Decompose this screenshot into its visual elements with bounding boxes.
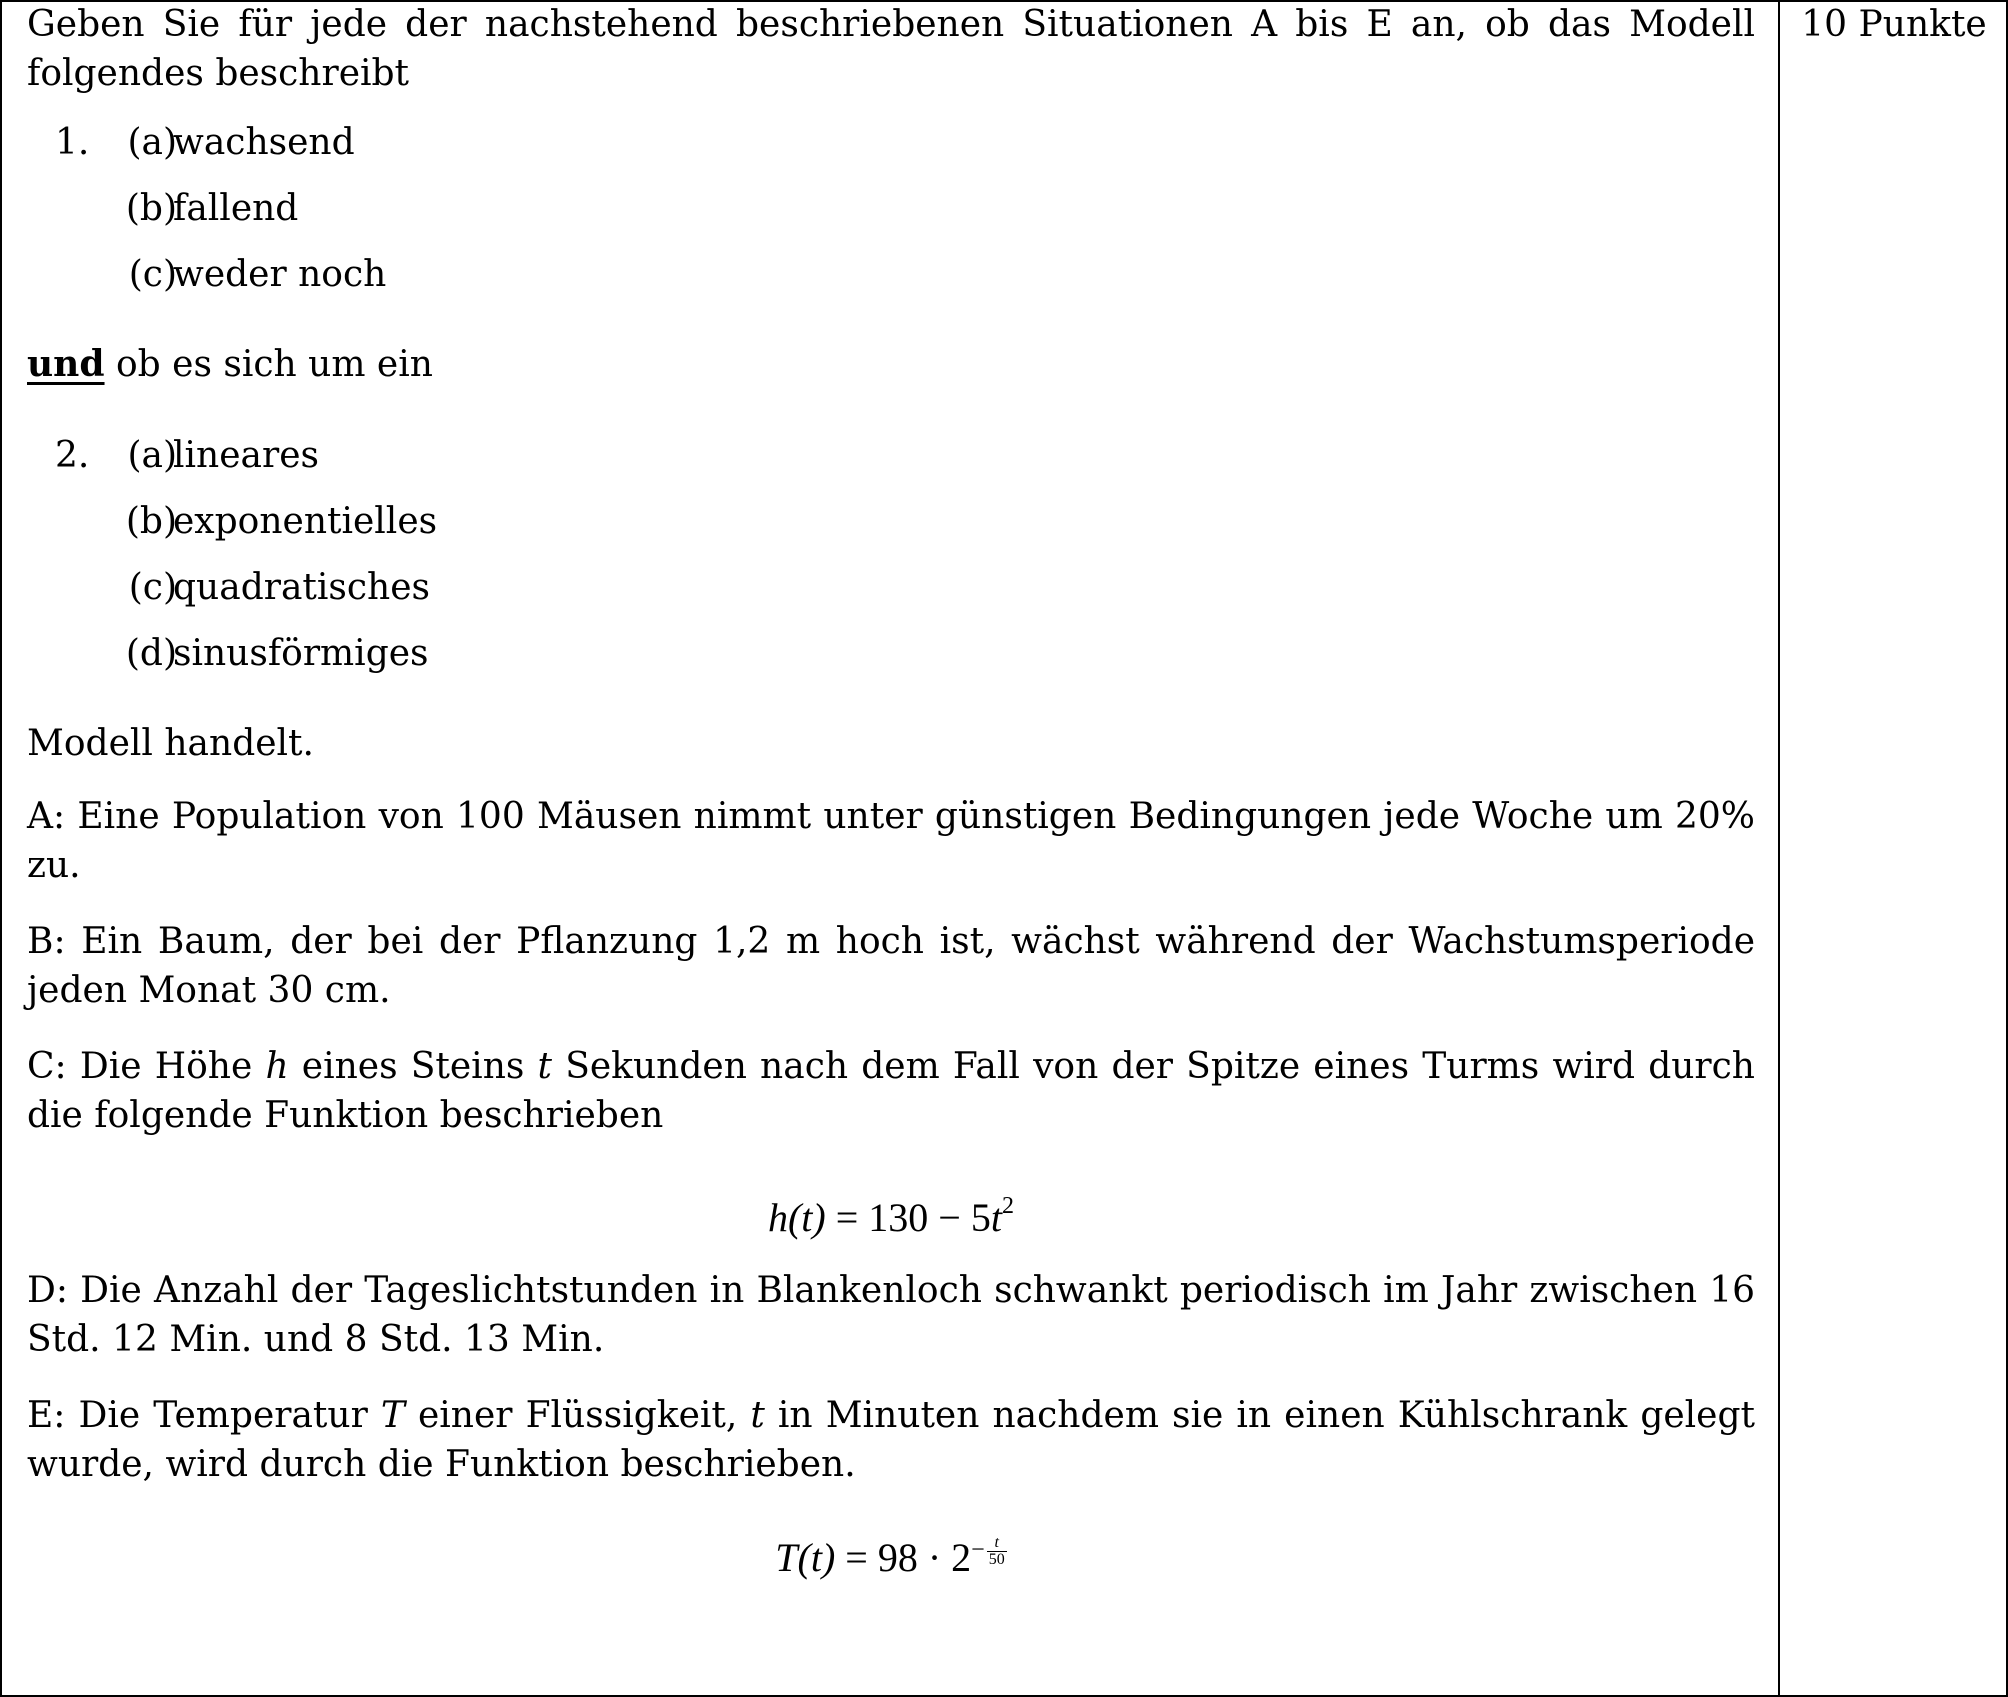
item-text: wachsend [173, 122, 355, 163]
list-item [27, 629, 1755, 695]
item-text: fallend [173, 188, 299, 229]
item-label: (b) [125, 188, 177, 229]
list-1 [27, 118, 1755, 316]
formula-c: $h(t) = 130 - 5t^2$ [767, 1193, 1014, 1240]
connector-text [27, 340, 1755, 389]
item-text: weder noch [173, 254, 387, 295]
points-label: 10 Punkte [1801, 4, 1987, 45]
list-2 [27, 431, 1755, 695]
situation-b: B: Ein Baum, der bei der Pflanzung 1,2 m hoch ist, wächst während der Wachstumsperiode jeden Monat 30 cm. [27, 921, 1755, 1011]
variable-h: h [265, 1046, 289, 1087]
variable-t: t [537, 1046, 553, 1087]
item-label: (c) [128, 567, 177, 608]
item-text: sinusförmiges [173, 633, 429, 674]
list-item [27, 250, 1755, 316]
list-item [27, 563, 1755, 629]
item-label: (d) [125, 633, 177, 674]
connector-rest: ob es sich um ein [104, 344, 433, 385]
item-text: quadratisches [173, 567, 430, 608]
list-item [27, 118, 1755, 184]
outro-text: Modell handelt. [27, 723, 314, 764]
situation-a: A: Eine Population von 100 Mäusen nimmt unter günstigen Bedingungen jede Woche um 20% zu. [27, 796, 1755, 886]
points-cell [1780, 0, 2008, 49]
item-label: (a) [127, 435, 177, 476]
item-label: (a) [127, 122, 177, 163]
list-number: 1. [55, 122, 90, 163]
connector-bold: und [27, 343, 105, 385]
variable-t: t [750, 1395, 765, 1436]
list-item [27, 497, 1755, 563]
list-number: 2. [55, 435, 90, 476]
column-divider [1778, 0, 1780, 1697]
formula-e: T(t) = 98 · 2− $\frac{t}{50}$ [775, 1533, 1005, 1580]
situation-d: D: Die Anzahl der Tageslichtstunden in Blankenloch schwankt periodisch im Jahr zwischen 16 Std. 12 Min. und 8 Std. 13 Min. [27, 1270, 1755, 1360]
item-label: (b) [125, 501, 177, 542]
item-text: lineares [173, 435, 319, 476]
list-item [27, 184, 1755, 250]
situation-c: C: Die Höhe h eines Steins t Sekunden nach dem Fall von der Spitze eines Turms wird durch die folgende Funktion beschrieben [27, 1046, 1755, 1136]
task-cell [27, 0, 1755, 1582]
situation-e: E: Die Temperatur T einer Flüssigkeit, t in Minuten nachdem sie in einen Kühlschrank gelegt wurde, wird durch die Funktion beschrieben. [27, 1395, 1755, 1485]
intro-text: Geben Sie für jede der nachstehend beschriebenen Situationen A bis E an, ob das Modell folgendes beschreibt [27, 4, 1755, 94]
list-item [27, 431, 1755, 497]
item-label: (c) [128, 254, 177, 295]
item-text: exponentielles [173, 501, 438, 542]
variable-T: T [380, 1395, 405, 1436]
